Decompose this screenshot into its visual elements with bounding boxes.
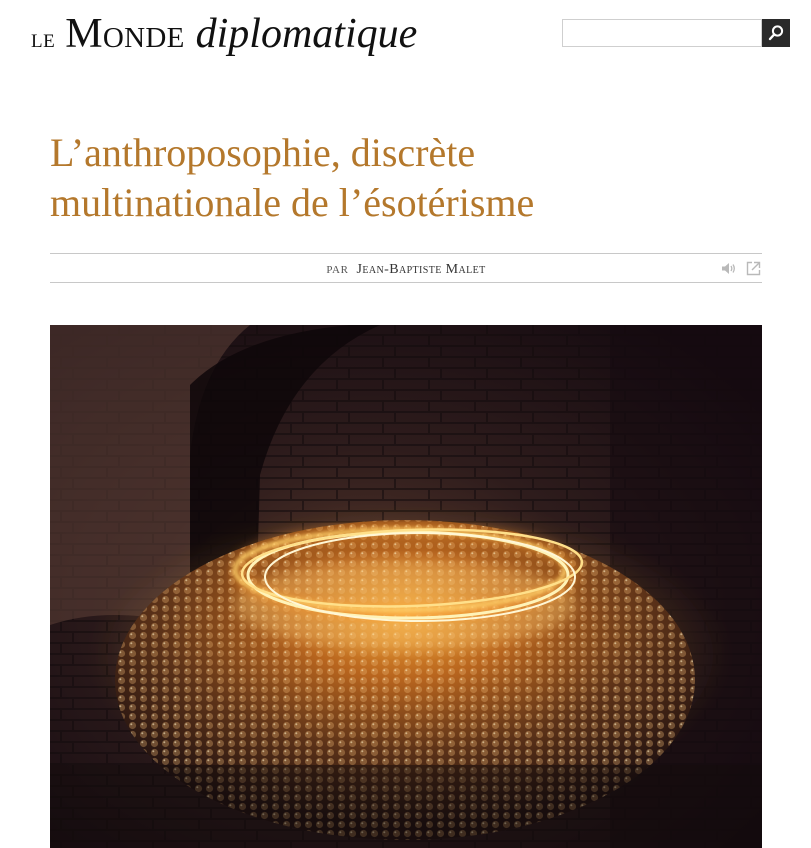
article-photo-image <box>50 325 762 848</box>
logo-diplomatique: diplomatique <box>195 11 418 57</box>
search-button[interactable] <box>762 19 790 47</box>
speaker-icon[interactable] <box>720 260 737 277</box>
site-logo[interactable] <box>31 10 417 60</box>
search-form <box>562 19 790 47</box>
byline <box>50 260 762 278</box>
byline-bar <box>50 253 762 283</box>
article-title <box>50 128 762 228</box>
search-icon <box>767 24 785 42</box>
byline-prefix: PAR <box>326 264 349 276</box>
article-title-line-1: L’anthroposophie, discrète <box>50 130 476 175</box>
search-input[interactable] <box>562 19 762 47</box>
logo-monde: Monde <box>65 11 185 57</box>
author-link[interactable]: Jean-Baptiste Malet <box>356 262 486 277</box>
logo-le: LE <box>31 31 56 52</box>
article-tools <box>720 260 762 277</box>
external-link-icon[interactable] <box>745 260 762 277</box>
article-title-line-2: multinationale de l’ésotérisme <box>50 180 535 225</box>
article-photo <box>50 325 762 848</box>
